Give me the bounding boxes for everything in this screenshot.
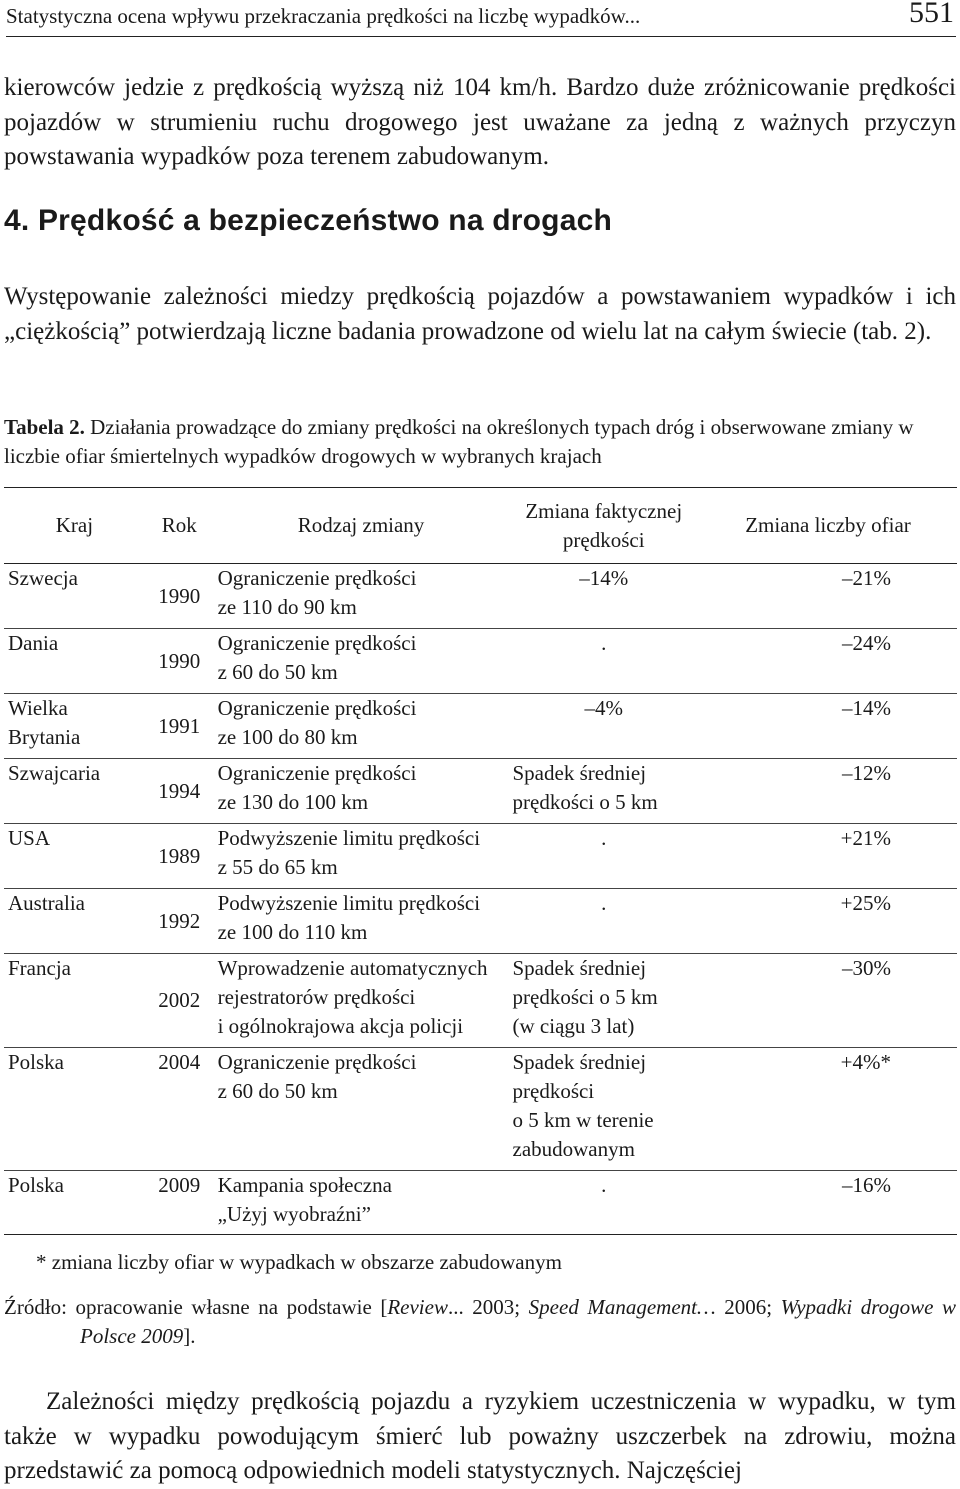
source-note (4, 1293, 956, 1351)
header-zmiana-predkosci: Zmiana faktycznej prędkości (509, 488, 700, 564)
table-header-row (4, 488, 957, 564)
table-row (4, 954, 957, 1048)
table-row (4, 1048, 957, 1171)
cell-ofiary: +4%* (840, 1050, 891, 1074)
cell-ofiary: –21% (842, 566, 891, 590)
table-caption (4, 413, 956, 471)
table-row (4, 629, 957, 694)
cell-ofiary: –30% (842, 956, 891, 980)
cell-rodzaj: Kampania społeczna „Użyj wyobraźni” (217, 1173, 392, 1226)
table-caption-text: Działania prowadzące do zmiany prędkości na określonych typach dróg i obserwowane zmiany w liczbie ofiar śmiertelnych wypadków drogowych w wybranych krajach (4, 415, 914, 468)
cell-rodzaj: Ograniczenie prędkości ze 130 do 100 km (217, 761, 417, 814)
cell-kraj: USA (8, 826, 51, 850)
table-row (4, 824, 957, 889)
header-zmiana-ofiar: Zmiana liczby ofiar (699, 488, 957, 564)
cell-rodzaj: Ograniczenie prędkości ze 110 do 90 km (217, 566, 417, 619)
cell-ofiary: +25% (840, 891, 891, 915)
cell-faktyczna: Spadek średniej prędkości o 5 km (512, 761, 658, 814)
cell-ofiary: –24% (842, 631, 891, 655)
cell-ofiary: –12% (842, 761, 891, 785)
cell-rok: 1990 (158, 648, 201, 673)
cell-faktyczna: –14% (579, 566, 629, 590)
table-row (4, 1171, 957, 1235)
header-rok: Rok (145, 488, 214, 564)
header-rodzaj-zmiany: Rodzaj zmiany (214, 488, 509, 564)
source-text-2: ... 2003; (447, 1295, 529, 1319)
section-heading: 4. Prędkość a bezpieczeństwo na drogach (4, 204, 612, 237)
cell-faktyczna: Spadek średniej prędkości o 5 km w terenie zabudowanym (512, 1050, 654, 1161)
cell-faktyczna: . (601, 1173, 607, 1197)
cell-rok: 2004 (158, 1050, 201, 1074)
table-caption-label: Tabela 2. (4, 415, 85, 439)
cell-faktyczna: Spadek średniej prędkości o 5 km (w ciągu 3 lat) (512, 956, 658, 1038)
cell-rodzaj: Ograniczenie prędkości ze 100 do 80 km (217, 696, 417, 749)
cell-kraj: Wielka Brytania (8, 696, 81, 749)
source-text-4: ]. (183, 1324, 196, 1348)
cell-kraj: Polska (8, 1050, 65, 1074)
cell-rodzaj: Wprowadzenie automatycznych rejestratorów prędkości i ogólnokrajowa akcja policji (217, 956, 488, 1038)
cell-faktyczna: . (601, 826, 607, 850)
cell-rodzaj: Ograniczenie prędkości z 60 do 50 km (217, 631, 417, 684)
paragraph-statistical-models: Zależności między prędkością pojazdu a ryzykiem uczestniczenia w wypadku, w tym także w wypadku powodującym śmierć lub poważny uszczerbek na zdrowiu, można przedstawić za pomocą odpowiednich modeli statystycznych. Najczęściej (4, 1388, 956, 1484)
cell-rok: 1990 (158, 583, 201, 608)
paragraph-intro: kierowców jedzie z prędkością wyższą niż 104 km/h. Bardzo duże zróżnicowanie prędkości pojazdów w strumieniu ruchu drogowego jest uważane za jedną z ważnych przyczyn powstawania wypadków poza terenem zabudowanym. (4, 74, 956, 170)
cell-kraj: Australia (8, 891, 85, 915)
table-row (4, 694, 957, 759)
cell-rok: 2009 (158, 1173, 201, 1197)
running-title: Statystyczna ocena wpływu przekraczania prędkości na liczbę wypadków... (6, 4, 641, 28)
source-ref-speed-management: Speed Management… (528, 1295, 716, 1319)
cell-kraj: Szwajcaria (8, 761, 101, 785)
cell-kraj: Francja (8, 956, 71, 980)
cell-rok: 1989 (158, 843, 201, 868)
cell-rok: 2002 (158, 988, 201, 1012)
source-ref-review: Review (387, 1295, 448, 1319)
cell-rodzaj: Podwyższenie limitu prędkości z 55 do 65 km (217, 826, 481, 879)
source-text-3: 2006; (715, 1295, 781, 1319)
cell-rodzaj: Podwyższenie limitu prędkości ze 100 do 110 km (217, 891, 481, 944)
cell-rodzaj: Ograniczenie prędkości z 60 do 50 km (217, 1050, 417, 1103)
cell-rok: 1994 (158, 778, 201, 803)
paragraph-speed-safety: Występowanie zależności miedzy prędkością pojazdów a powstawaniem wypadków i ich „ciężkością” potwierdzają liczne badania prowadzone od wielu lat na całym świecie (tab. 2). (4, 283, 956, 345)
cell-rok: 1991 (158, 713, 201, 738)
cell-kraj: Szwecja (8, 566, 78, 590)
cell-ofiary: –16% (842, 1173, 891, 1197)
table-row (4, 564, 957, 629)
cell-faktyczna: . (601, 631, 607, 655)
table-row (4, 889, 957, 954)
cell-faktyczna: –4% (584, 696, 623, 720)
page-number: 551 (909, 0, 954, 29)
running-head (6, 0, 956, 37)
cell-ofiary: +21% (840, 826, 891, 850)
cell-kraj: Polska (8, 1173, 65, 1197)
source-ref-wypadki: Wypadki drogowe w Polsce 2009 (80, 1295, 957, 1348)
source-label: Źródło: (4, 1295, 67, 1319)
cell-ofiary: –14% (842, 696, 891, 720)
table-footnote: * zmiana liczby ofiar w wypadkach w obszarze zabudowanym (36, 1250, 562, 1274)
speed-change-table (4, 487, 957, 1235)
header-kraj: Kraj (4, 488, 145, 564)
table-row (4, 759, 957, 824)
cell-rok: 1992 (158, 908, 201, 933)
source-text-1: opracowanie własne na podstawie [ (67, 1295, 388, 1319)
cell-faktyczna: . (601, 891, 607, 915)
cell-kraj: Dania (8, 631, 59, 655)
